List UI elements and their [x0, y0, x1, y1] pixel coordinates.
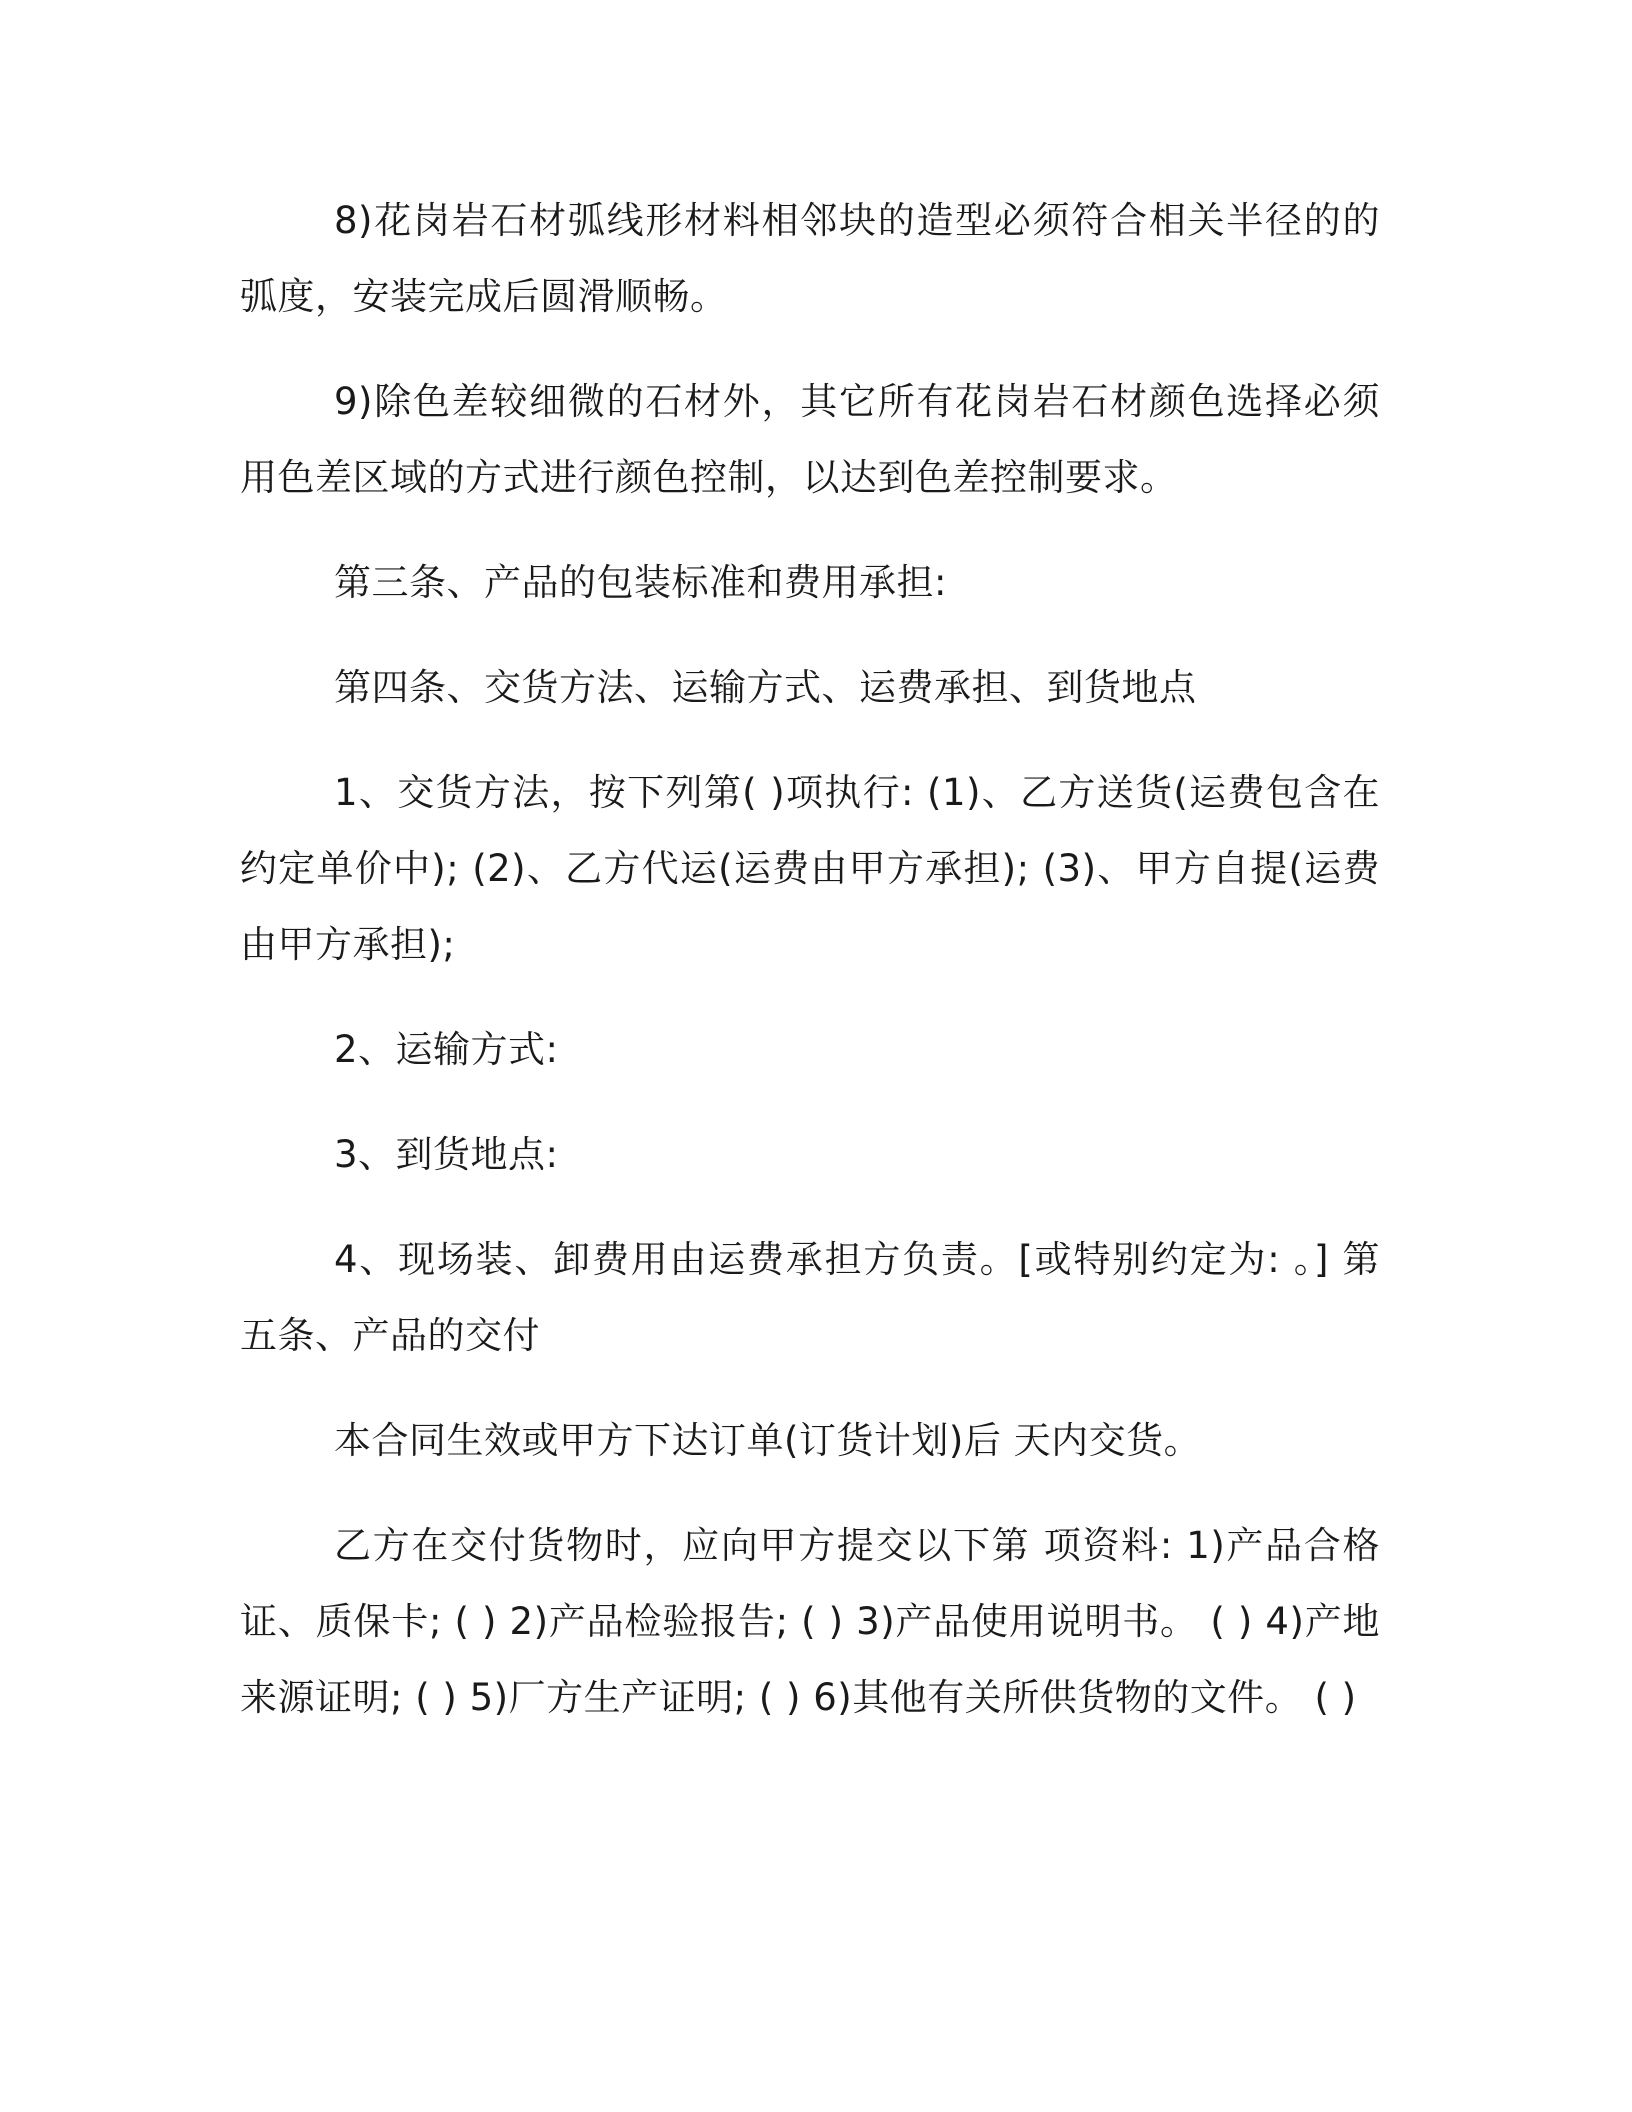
document-body	[240, 183, 1380, 1765]
paragraph-delivery-time: 本合同生效或甲方下达订单(订货计划)后 天内交货。	[334, 1419, 1202, 1462]
paragraph-transport-mode: 2、运输方式:	[334, 1028, 559, 1071]
paragraph-delivery-documents: 乙方在交付货物时，应向甲方提交以下第 项资料: 1)产品合格证、质保卡; ( ) 2)产品检验报告; ( ) 3)产品使用说明书。 ( ) 4)产地来源证明; ( ) 5)厂方生产证明; ( ) 6)其他有关所供货物的文件。 ( )	[240, 1524, 1380, 1719]
paragraph-article-3-packaging: 第三条、产品的包装标准和费用承担:	[334, 561, 947, 604]
paragraph-item-8-arc-stone: 8)花岗岩石材弧线形材料相邻块的造型必须符合相关半径的的弧度，安装完成后圆滑顺畅。	[240, 199, 1380, 318]
paragraph-delivery-method: 1、交货方法，按下列第( )项执行: (1)、乙方送货(运费包含在约定单价中); (2)、乙方代运(运费由甲方承担); (3)、甲方自提(运费由甲方承担);	[240, 771, 1380, 966]
paragraph-delivery-location: 3、到货地点:	[334, 1133, 559, 1176]
paragraph-item-9-color-control: 9)除色差较细微的石材外，其它所有花岗岩石材颜色选择必须用色差区域的方式进行颜色控制，以达到色差控制要求。	[240, 380, 1380, 499]
paragraph-loading-fees: 4、现场装、卸费用由运费承担方负责。[或特别约定为: 。] 第五条、产品的交付	[240, 1238, 1380, 1357]
paragraph-article-4-delivery: 第四条、交货方法、运输方式、运费承担、到货地点	[334, 666, 1197, 709]
